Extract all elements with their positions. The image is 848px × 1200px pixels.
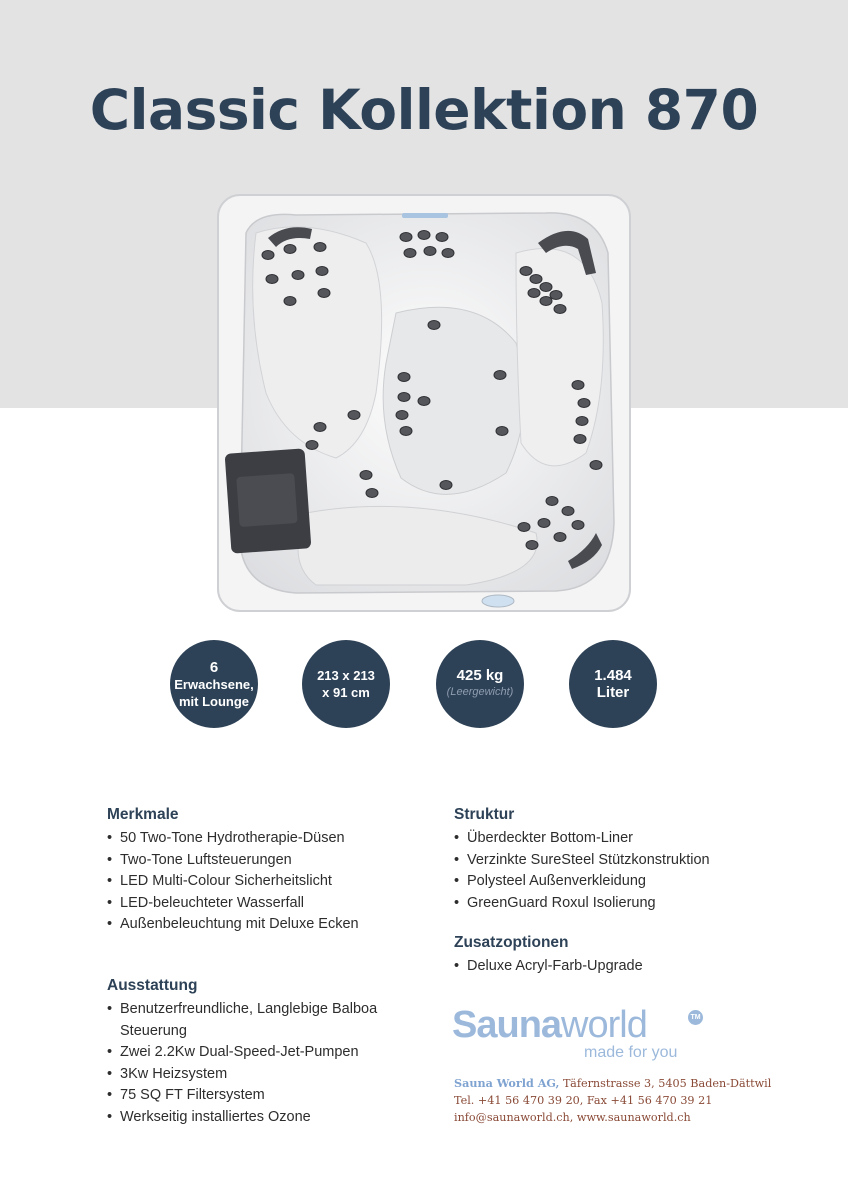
saunaworld-logo bbox=[452, 1004, 712, 1066]
jet bbox=[418, 397, 430, 406]
ausstattung-heading: Ausstattung bbox=[107, 977, 198, 994]
jet bbox=[554, 305, 566, 314]
jet bbox=[572, 521, 584, 530]
section-struktur bbox=[454, 806, 794, 914]
list-item: • Deluxe Acryl-Farb-Upgrade bbox=[454, 956, 794, 978]
struktur-heading: Struktur bbox=[454, 806, 515, 823]
stat-capacity-line2: Erwachsene, bbox=[174, 676, 254, 692]
jet bbox=[440, 481, 452, 490]
list-item: • Two-Tone Luftsteuerungen bbox=[107, 850, 407, 872]
jet bbox=[576, 417, 588, 426]
jet bbox=[418, 231, 430, 240]
jet bbox=[562, 507, 574, 516]
jet bbox=[318, 289, 330, 298]
logo-world: world bbox=[561, 1004, 647, 1046]
jet bbox=[396, 411, 408, 420]
stat-dimensions bbox=[302, 640, 390, 728]
stat-weight-note: (Leergewicht) bbox=[446, 686, 514, 698]
jet bbox=[284, 245, 296, 254]
logo-sauna: Sauna bbox=[452, 1004, 562, 1046]
company-name: Sauna World AG, bbox=[454, 1076, 560, 1090]
stat-weight bbox=[436, 640, 524, 728]
list-item: • Außenbeleuchtung mit Deluxe Ecken bbox=[107, 914, 407, 936]
jet bbox=[520, 267, 532, 276]
trademark-badge: TM bbox=[688, 1010, 703, 1025]
stat-capacity bbox=[170, 640, 258, 728]
jet bbox=[262, 251, 274, 260]
stat-volume-unit: Liter bbox=[596, 684, 630, 701]
jet bbox=[428, 321, 440, 330]
jet bbox=[366, 489, 378, 498]
contact-phone: Tel. +41 56 470 39 20, Fax +41 56 470 39 21 bbox=[454, 1094, 713, 1107]
contact-web: info@saunaworld.ch, www.saunaworld.ch bbox=[454, 1111, 691, 1124]
list-item: • Polysteel Außenverkleidung bbox=[454, 871, 794, 893]
jet bbox=[348, 411, 360, 420]
jet bbox=[496, 427, 508, 436]
jet bbox=[400, 427, 412, 436]
list-item: • GreenGuard Roxul Isolierung bbox=[454, 893, 794, 915]
list-item: • 75 SQ FT Filtersystem bbox=[107, 1085, 407, 1107]
control-panel-inner bbox=[236, 473, 297, 527]
page-title: Classic Kollektion 870 bbox=[89, 78, 759, 142]
logo-wordmark bbox=[452, 1004, 647, 1047]
zusatzoptionen-list bbox=[454, 956, 794, 978]
jet bbox=[572, 381, 584, 390]
jet bbox=[550, 291, 562, 300]
jet bbox=[442, 249, 454, 258]
tub-seat-right bbox=[516, 249, 603, 466]
jet bbox=[424, 247, 436, 256]
jet bbox=[398, 373, 410, 382]
jet bbox=[316, 267, 328, 276]
list-item: • 3Kw Heizsystem bbox=[107, 1064, 407, 1086]
jet bbox=[540, 297, 552, 306]
list-item: • Überdeckter Bottom-Liner bbox=[454, 828, 794, 850]
jet bbox=[574, 435, 586, 444]
jet bbox=[398, 393, 410, 402]
stat-volume bbox=[569, 640, 657, 728]
ausstattung-list bbox=[107, 999, 407, 1128]
contact-block bbox=[454, 1075, 814, 1126]
jet bbox=[400, 233, 412, 242]
zusatzoptionen-heading: Zusatzoptionen bbox=[454, 934, 569, 951]
list-item: • LED Multi-Colour Sicherheitslicht bbox=[107, 871, 407, 893]
jet bbox=[528, 289, 540, 298]
jet bbox=[360, 471, 372, 480]
jet bbox=[554, 533, 566, 542]
jet bbox=[494, 371, 506, 380]
jet bbox=[540, 283, 552, 292]
stat-volume-value: 1.484 bbox=[594, 667, 632, 684]
jet bbox=[530, 275, 542, 284]
tub-light bbox=[482, 595, 514, 607]
jet bbox=[518, 523, 530, 532]
section-ausstattung bbox=[107, 977, 407, 1128]
stat-weight-value: 425 kg bbox=[456, 667, 504, 684]
section-merkmale bbox=[107, 806, 407, 936]
list-item: • Benutzerfreundliche, Langlebige Balboa Steuerung bbox=[107, 999, 407, 1042]
list-item: • Werkseitig installiertes Ozone bbox=[107, 1107, 407, 1129]
jet bbox=[578, 399, 590, 408]
list-item: • Zwei 2.2Kw Dual-Speed-Jet-Pumpen bbox=[107, 1042, 407, 1064]
stat-dimensions-line1: 213 x 213 bbox=[317, 668, 375, 683]
jet bbox=[436, 233, 448, 242]
jet bbox=[314, 243, 326, 252]
jet bbox=[292, 271, 304, 280]
struktur-list bbox=[454, 828, 794, 914]
jet bbox=[314, 423, 326, 432]
waterfall bbox=[402, 213, 448, 218]
jet bbox=[590, 461, 602, 470]
stat-dimensions-line2: x 91 cm bbox=[322, 685, 370, 700]
hot-tub-image bbox=[216, 193, 632, 613]
jet bbox=[546, 497, 558, 506]
jet bbox=[526, 541, 538, 550]
stat-capacity-line3: mit Lounge bbox=[178, 693, 250, 709]
jet bbox=[266, 275, 278, 284]
merkmale-heading: Merkmale bbox=[107, 806, 179, 823]
jet bbox=[306, 441, 318, 450]
jet bbox=[538, 519, 550, 528]
list-item: • LED-beleuchteter Wasserfall bbox=[107, 893, 407, 915]
stats-row bbox=[0, 640, 848, 730]
list-item: • 50 Two-Tone Hydrotherapie-Düsen bbox=[107, 828, 407, 850]
contact-line-address bbox=[454, 1075, 814, 1092]
section-zusatzoptionen bbox=[454, 934, 794, 978]
stat-capacity-number: 6 bbox=[209, 658, 219, 676]
merkmale-list bbox=[107, 828, 407, 936]
address: Täfernstrasse 3, 5405 Baden-Dättwil bbox=[563, 1077, 772, 1090]
logo-tagline: made for you bbox=[584, 1044, 678, 1061]
jet bbox=[404, 249, 416, 258]
list-item: • Verzinkte SureSteel Stützkonstruktion bbox=[454, 850, 794, 872]
jet bbox=[284, 297, 296, 306]
